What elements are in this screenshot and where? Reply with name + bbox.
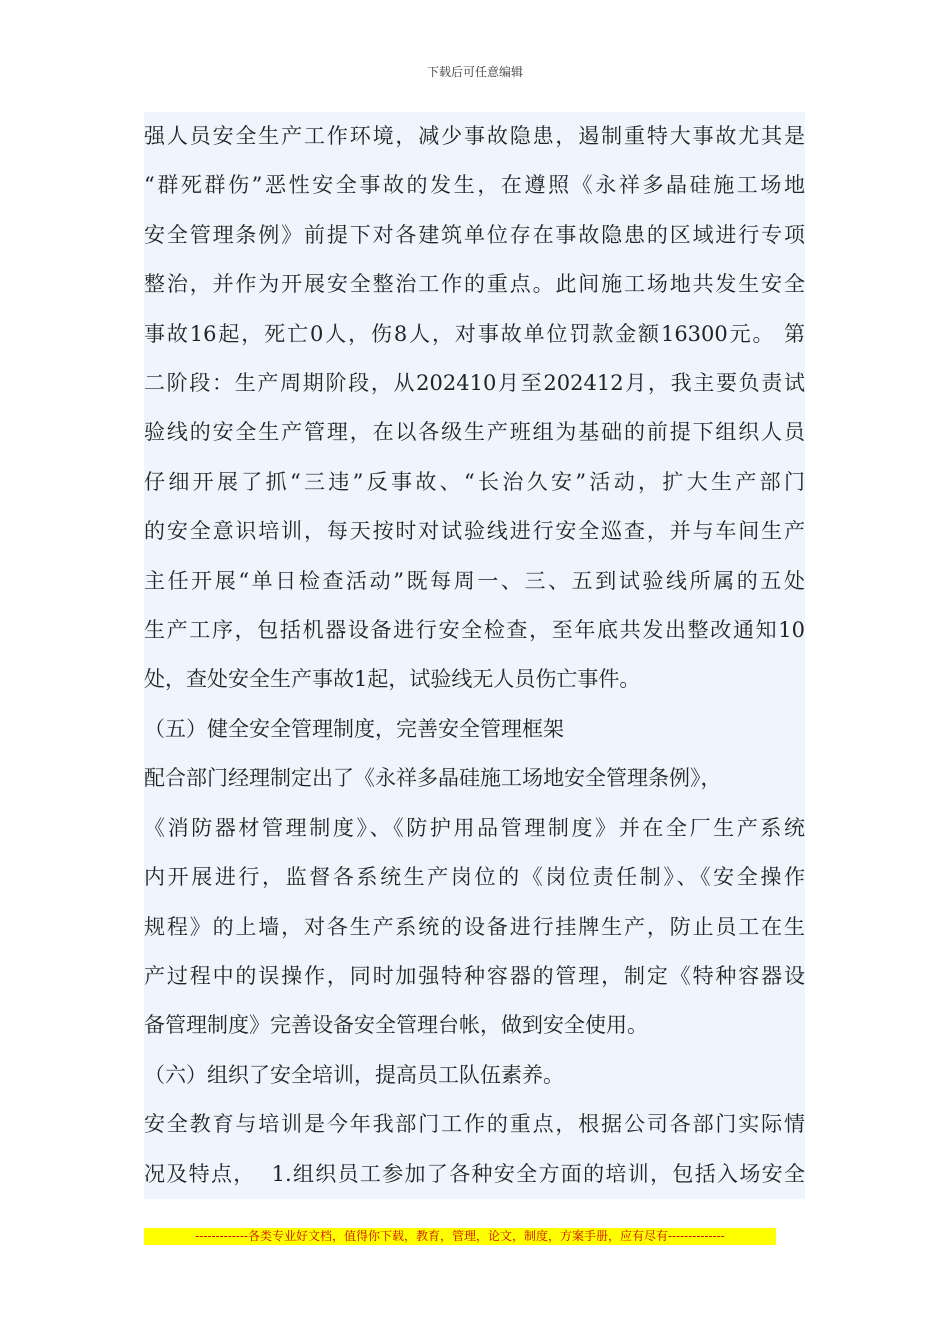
text-line: 整治，并作为开展安全整治工作的重点。此间施工场地共发生安全	[144, 272, 805, 297]
text-line: 备管理制度》完善设备安全管理台帐，做到安全使用。	[144, 1013, 648, 1038]
text-line: 《消防器材管理制度》、《防护用品管理制度》并在全厂生产系统	[144, 815, 805, 840]
text-line: 生产工序，包括机器设备进行安全检查，至年底共发出整改通知10	[144, 618, 805, 643]
text-line: 仔细开展了抓“三违”反事故、“长治久安”活动，扩大生产部门	[144, 469, 805, 494]
text-line: 验线的安全生产管理，在以各级生产班组为基础的前提下组织人员	[144, 420, 805, 445]
text-line: 安全管理条例》前提下对各建筑单位存在事故隐患的区域进行专项	[144, 222, 805, 247]
text-line: 主任开展“单日检查活动”既每周一、三、五到试验线所属的五处	[144, 568, 805, 593]
paragraph-management-system	[144, 754, 805, 1050]
text-line: 规程》的上墙，对各生产系统的设备进行挂牌生产，防止员工在生	[144, 914, 805, 939]
paragraph-safety-training	[144, 1100, 805, 1199]
text-line: 产过程中的误操作，同时加强特种容器的管理，制定《特种容器设	[144, 963, 805, 988]
text-line: 安全教育与培训是今年我部门工作的重点，根据公司各部门实际情	[144, 1112, 805, 1137]
page-header: 下载后可任意编辑	[426, 65, 523, 79]
section-heading-six	[144, 1051, 805, 1100]
text-line: （六）组织了安全培训，提高员工队伍素养。	[144, 1062, 564, 1087]
text-line: “群死群伤”恶性安全事故的发生，在遵照《永祥多晶硅施工场地	[144, 173, 805, 198]
page-footer-banner: -------------各类专业好文档，值得你下载，教育，管理，论文，制度，方案手册，应有尽有--------------	[144, 1228, 776, 1245]
section-heading-five	[144, 705, 805, 754]
text-line: 事故16起，死亡0人，伤8人，对事故单位罚款金额16300元。 第	[144, 321, 805, 346]
text-line: 配合部门经理制定出了《永祥多晶硅施工场地安全管理条例》，	[144, 766, 722, 791]
paragraph-safety-rectification	[144, 112, 805, 705]
document-body	[144, 112, 805, 1199]
text-line: 强人员安全生产工作环境，减少事故隐患，遏制重特大事故尤其是	[144, 124, 805, 148]
text-line: （五）健全安全管理制度，完善安全管理框架	[144, 716, 564, 741]
text-line: 况及特点， 1.组织员工参加了各种安全方面的培训，包括入场安全	[144, 1161, 805, 1186]
text-line: 的安全意识培训，每天按时对试验线进行安全巡查，并与车间生产	[144, 519, 805, 544]
text-line: 二阶段：生产周期阶段，从202410月至202412月，我主要负责试	[144, 371, 805, 396]
text-line: 处，查处安全生产事故1起，试验线无人员伤亡事件。	[144, 667, 641, 692]
text-line: 内开展进行，监督各系统生产岗位的《岗位责任制》、《安全操作	[144, 865, 805, 890]
